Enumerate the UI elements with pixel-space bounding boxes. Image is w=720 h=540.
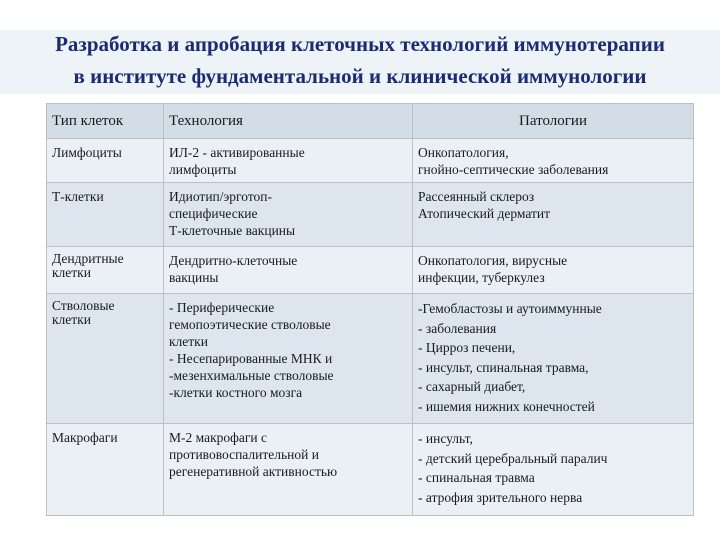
cell-type	[47, 424, 164, 516]
cell-pathology	[413, 424, 694, 516]
cell-text: Стволовые	[52, 298, 115, 313]
cell-text: - ишемия нижних конечностей	[418, 398, 595, 414]
cell-text: Онкопатология, вирусные	[418, 253, 568, 268]
cell-text: лимфоциты	[169, 162, 237, 177]
cell-technology	[164, 424, 413, 516]
cell-type	[47, 139, 164, 183]
cell-text: Атопический дерматит	[418, 206, 551, 221]
table-row-macrophages	[47, 424, 694, 516]
cell-text: вакцины	[169, 270, 219, 285]
cell-text: - Несепарированные МНК и	[169, 351, 333, 366]
cell-text: противовоспалительной и	[169, 447, 319, 462]
cell-text: - инсульт,	[418, 431, 473, 446]
cell-text: гнойно-септические заболевания	[418, 162, 609, 177]
page-title-line-1: Разработка и апробация клеточных технологий иммунотерапии	[55, 32, 665, 56]
cell-text: - детский церебральный паралич	[418, 450, 608, 466]
cell-text: инфекции, туберкулез	[418, 270, 545, 285]
cell-text: Идиотип/эрготоп-	[169, 189, 273, 204]
cell-technologies-table	[46, 103, 694, 516]
cell-text: Т-клеточные вакцины	[169, 223, 296, 238]
cell-text: гемопоэтические стволовые	[169, 317, 331, 332]
header-cell-type: Тип клеток	[47, 104, 164, 139]
cell-text: - спинальная травма	[418, 470, 535, 485]
cell-text: Дендритные	[52, 251, 124, 266]
cell-text: клетки	[169, 334, 208, 349]
cell-text: Онкопатология,	[418, 145, 509, 160]
cell-technology	[164, 183, 413, 247]
cell-pathology	[413, 139, 694, 183]
cell-text: Макрофаги	[52, 430, 118, 445]
cell-text: ИЛ-2 - активированные	[169, 145, 305, 160]
cell-text: клетки	[52, 312, 91, 327]
table-row-t-cells	[47, 183, 694, 247]
cell-text: - заболевания	[418, 320, 497, 336]
page-title-line-2: в институте фундаментальной и клинической иммунологии	[73, 64, 647, 88]
cell-type	[47, 247, 164, 294]
cell-pathology	[413, 183, 694, 247]
cell-text: -клетки костного мозга	[169, 385, 303, 400]
cell-text: - Периферические	[169, 300, 275, 315]
cell-text: -мезенхимальные стволовые	[169, 368, 334, 383]
cell-pathology	[413, 247, 694, 294]
cell-technology	[164, 139, 413, 183]
table-row-dendritic	[47, 247, 694, 294]
cell-technology	[164, 247, 413, 294]
page-title	[0, 28, 720, 92]
cell-text: - сахарный диабет,	[418, 379, 526, 394]
table-row-lymphocytes	[47, 139, 694, 183]
table-header-row	[47, 104, 694, 139]
cell-pathology	[413, 294, 694, 424]
table-row-stem-cells	[47, 294, 694, 424]
cell-text: Лимфоциты	[52, 145, 122, 160]
cell-text: Т-клетки	[52, 189, 104, 204]
cell-text: - инсульт, спинальная травма,	[418, 359, 589, 375]
cell-technology	[164, 294, 413, 424]
cell-text: клетки	[52, 265, 91, 280]
cell-text: регенеративной активностью	[169, 464, 338, 479]
header-technology: Технология	[164, 104, 413, 139]
cell-text: М-2 макрофаги с	[169, 430, 267, 445]
cell-text: Дендритно-клеточные	[169, 253, 298, 268]
cell-type	[47, 183, 164, 247]
cell-type	[47, 294, 164, 424]
cell-text: - Цирроз печени,	[418, 340, 516, 355]
header-pathology: Патологии	[413, 104, 694, 139]
cell-text: - атрофия зрительного нерва	[418, 489, 583, 505]
cell-text: Рассеянный склероз	[418, 189, 535, 204]
cell-text: специфические	[169, 206, 258, 221]
cell-text: -Гемобластозы и аутоиммунные	[418, 301, 602, 316]
